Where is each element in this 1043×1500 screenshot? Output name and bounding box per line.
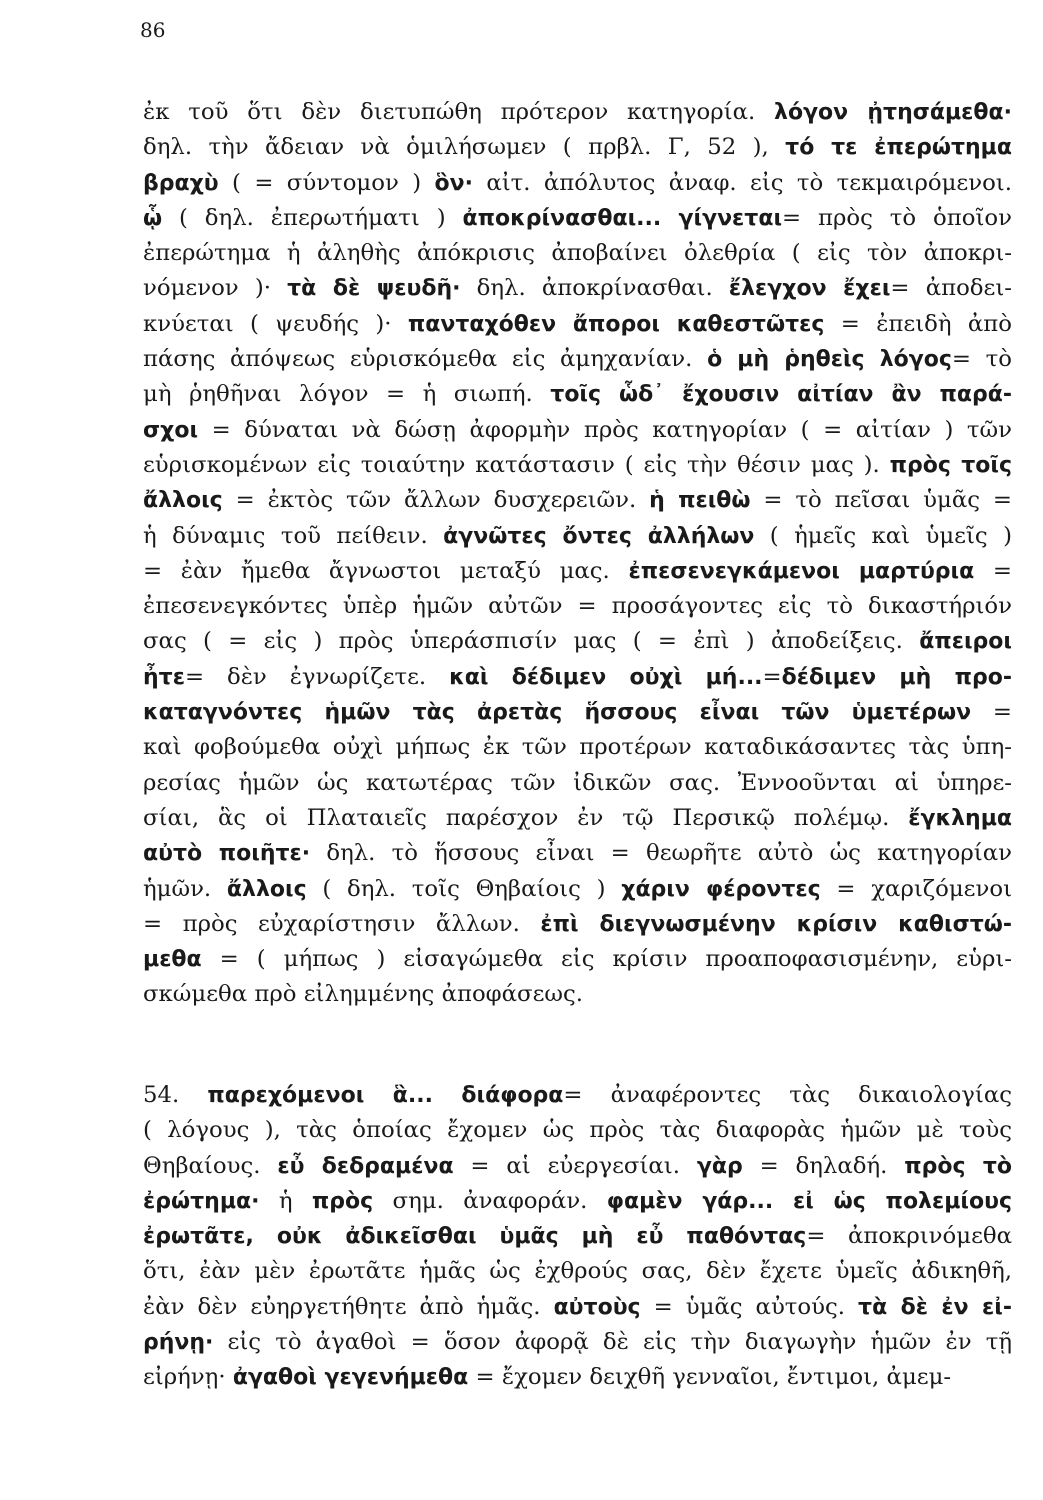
gloss-text: = ἐκτὸς τῶν ἄλλων δυσχερειῶν. [222, 487, 650, 514]
gloss-text: = τὸ πεῖσαι ὑμᾶς = [750, 487, 1012, 514]
gloss-text: πάσης ἀπόψεως εὑρισκόμεθα εἰς ἀμηχανίαν. [143, 346, 708, 373]
gloss-text: σας ( = εἰς ) πρὸς ὑπεράσπισίν μας ( = ἐπὶ ) ἀποδείξεις. [143, 628, 920, 655]
bold-lemma: τό τε ἐπερώτημα [785, 135, 1012, 161]
text-line [143, 413, 1012, 448]
bold-lemma: ἔλεγχον ἔχει [728, 276, 891, 302]
gloss-text: αἰτ. ἀπόλυτος ἀναφ. εἰς τὸ τεκμαιρόμενοι. [472, 169, 1012, 196]
page-number: 86 [140, 18, 166, 42]
gloss-text: δηλ. τὸ ἥσσους εἶναι = θεωρῆτε αὐτὸ ὡς κατηγορίαν [310, 840, 1012, 867]
gloss-text: 54. [143, 1082, 208, 1108]
text-line [143, 1254, 1012, 1289]
commentary-block-53 [143, 95, 1012, 1013]
gloss-text: ( δηλ. τοῖς Θηβαίοις ) [306, 875, 622, 902]
text-line [143, 236, 1012, 271]
text-line [143, 977, 1012, 1012]
gloss-text: ὅτι, ἐὰν μὲν ἐρωτᾶτε ἡμᾶς ὡς ἐχθρούς σας, δὲν ἔχετε ὑμεῖς ἀδικηθῆ, [143, 1258, 1012, 1285]
gloss-text: = ἔχομεν δειχθῆ γενναῖοι, ἔντιμοι, ἀμεμ- [468, 1364, 952, 1391]
gloss-text: εἰς τὸ ἀγαθοὶ = ὅσον ἀφορᾷ δὲ εἰς τὴν διαγωγὴν ἡμῶν ἐν τῇ [213, 1329, 1012, 1356]
text-line [143, 942, 1012, 977]
text-line [143, 589, 1012, 624]
text-line [143, 519, 1012, 554]
gloss-text: ἐκ τοῦ ὅτι δὲν διετυπώθη πρότερον κατηγορία. [143, 99, 775, 125]
bold-lemma: παρεχόμενοι ἃ... διάφορα [207, 1083, 564, 1108]
bold-lemma: ὃν· [434, 170, 473, 196]
bold-lemma: ἐπεσενεγκάμενοι μαρτύρια [628, 558, 975, 584]
text-line [143, 271, 1012, 306]
text-line [143, 448, 1012, 483]
gloss-text: ( δηλ. ἐπερωτήματι ) [162, 204, 463, 231]
gloss-text: δηλ. ἀποκρίνασθαι. [460, 275, 729, 302]
bold-lemma: μεθα [143, 947, 202, 973]
gloss-text: δηλ. τὴν ἄδειαν νὰ ὁμιλήσωμεν ( πρβλ. Γ, 52 ), [143, 134, 786, 161]
text-line [143, 201, 1012, 236]
bold-lemma: τοῖς ὧδ᾽ ἔχουσιν αἰτίαν ἂν παρά- [550, 382, 1012, 408]
bold-lemma: ὁ μὴ ῥηθεὶς λόγος [707, 347, 952, 373]
commentary-block-54 [143, 1078, 1012, 1396]
gloss-text: ( λόγους ), τὰς ὁποίας ἔχομεν ὡς πρὸς τὰς διαφορὰς ἡμῶν μὲ τοὺς [143, 1117, 1012, 1144]
text-line [143, 1290, 1012, 1325]
text-line [143, 1113, 1012, 1148]
text-line [143, 1184, 1012, 1219]
text-line [143, 872, 1012, 907]
bold-lemma: ἄλλοις [143, 488, 223, 514]
gloss-text: κνύεται ( ψευδής )· [143, 310, 408, 337]
text-line [143, 1325, 1012, 1360]
text-line [143, 660, 1012, 695]
bold-lemma: ἄπειροι [919, 629, 1012, 655]
bold-lemma: αὐτοὺς [553, 1294, 641, 1320]
bold-lemma: χάριν φέροντες [621, 876, 821, 902]
gloss-text: ( ἡμεῖς καὶ ὑμεῖς ) [754, 522, 1012, 549]
bold-lemma: φαμὲν γάρ... εἰ ὡς πολεμίους [606, 1188, 1012, 1214]
gloss-text: = [974, 557, 1012, 584]
gloss-text: = ἀναφέροντες τὰς δικαιολογίας [563, 1082, 1012, 1108]
bold-lemma: δέδιμεν μὴ προ- [781, 664, 1013, 690]
text-line [143, 554, 1012, 589]
bold-lemma: σχοι [143, 417, 199, 443]
gloss-text: ρεσίας ἡμῶν ὡς κατωτέρας τῶν ἰδικῶν σας. Ἐννοοῦνται αἱ ὑπηρε- [143, 769, 1012, 796]
gloss-text: = δὲν ἐγνωρίζετε. [184, 663, 450, 690]
gloss-text: = ὑμᾶς αὐτούς. [640, 1293, 859, 1320]
gloss-text: = ( μήπως ) εἰσαγώμεθα εἰς κρίσιν προαποφασισμένην, εὑρι- [201, 946, 1012, 973]
text-line [143, 483, 1012, 518]
bold-lemma: ἦτε [143, 664, 185, 690]
text-line [143, 836, 1012, 871]
bold-lemma: πανταχόθεν ἄποροι καθεστῶτες [407, 311, 825, 337]
bold-lemma: γὰρ [696, 1153, 743, 1179]
gloss-text: μὴ ῥηθῆναι λόγον = ἡ σιωπή. [143, 381, 551, 408]
bold-lemma: ρήνῃ· [143, 1330, 214, 1356]
bold-lemma: αὐτὸ ποιῆτε· [143, 841, 311, 867]
gloss-text: = ἐὰν ἤμεθα ἄγνωστοι μεταξύ μας. [143, 557, 629, 584]
gloss-text: = δύναται νὰ δώσῃ ἀφορμὴν πρὸς κατηγορίαν ( = αἰτίαν ) τῶν [198, 416, 1012, 443]
bold-lemma: πρὸς [311, 1188, 374, 1214]
gloss-text: ἐὰν δὲν εὐηργετήθητε ἀπὸ ἡμᾶς. [143, 1293, 554, 1320]
text-line [143, 730, 1012, 765]
gloss-text: = πρὸς τὸ ὁποῖον [782, 204, 1012, 231]
text-line [143, 1149, 1012, 1184]
bold-lemma: τὰ δὲ ψευδῆ· [287, 276, 461, 302]
bold-lemma: βραχὺ [143, 170, 219, 196]
gloss-text: ἡ [259, 1187, 312, 1214]
gloss-text: = ἀποκρινόμεθα [806, 1223, 1012, 1250]
text-line [143, 377, 1012, 412]
gloss-text: ἐπεσενεγκόντες ὑπὲρ ἡμῶν αὐτῶν = προσάγοντες εἰς τὸ δικαστήριόν [143, 593, 1012, 620]
bold-lemma: πρὸς τοῖς [889, 452, 1012, 478]
gloss-text: = [762, 663, 782, 690]
bold-lemma: ᾧ [143, 205, 163, 231]
text-line [143, 307, 1012, 342]
gloss-text: καὶ φοβούμεθα οὐχὶ μήπως ἐκ τῶν προτέρων καταδικάσαντες τὰς ὑπη- [143, 734, 1012, 761]
gloss-text: εὑρισκομένων εἰς τοιαύτην κατάστασιν ( εἰς τὴν θέσιν μας ). [143, 451, 890, 478]
gloss-text: ( = σύντομον ) [218, 169, 435, 196]
gloss-text: ἡ δύναμις τοῦ πείθειν. [143, 522, 444, 549]
gloss-text: = ἀποδει- [890, 275, 1012, 302]
bold-lemma: ἀγνῶτες ὄντες ἀλλήλων [443, 523, 755, 549]
gloss-text: = δηλαδή. [742, 1152, 905, 1179]
text-line [143, 166, 1012, 201]
text-line [143, 130, 1012, 165]
bold-lemma: ἐρώτημα· [143, 1188, 260, 1214]
gloss-text: = αἱ εὐεργεσίαι. [453, 1152, 697, 1179]
bold-lemma: ἀγαθοὶ γεγενήμεθα [232, 1365, 469, 1391]
bold-lemma: εὖ δεδραμένα [277, 1153, 454, 1179]
text-line [143, 624, 1012, 659]
text-line [143, 1219, 1012, 1254]
gloss-text: = πρὸς εὐχαρίστησιν ἄλλων. [143, 910, 541, 937]
bold-lemma: ἔγκλημα [908, 805, 1012, 831]
gloss-text: = [971, 699, 1012, 726]
bold-lemma: τὰ δὲ ἐν εἰ- [858, 1294, 1012, 1320]
text-line [143, 1078, 1012, 1113]
bold-lemma: καὶ δέδιμεν οὐχὶ μή... [449, 664, 763, 690]
gloss-text: ἡμῶν. [143, 875, 227, 902]
gloss-text: Θηβαίους. [143, 1152, 278, 1179]
text-line [143, 95, 1012, 130]
gloss-text: = χαριζόμενοι [820, 875, 1013, 902]
text-line [143, 1360, 1012, 1395]
gloss-text: σίαι, ἃς οἱ Πλαταιεῖς παρέσχον ἐν τῷ Περσικῷ πολέμῳ. [143, 804, 909, 831]
bold-lemma: ἀποκρίνασθαι... γίγνεται [462, 205, 783, 231]
gloss-text: σημ. ἀναφοράν. [373, 1187, 607, 1214]
text-line [143, 695, 1012, 730]
text-line [143, 766, 1012, 801]
bold-lemma: πρὸς τὸ [904, 1153, 1012, 1179]
bold-lemma: ἄλλοις [226, 876, 307, 902]
bold-lemma: ἐπὶ διεγνωσμένην κρίσιν καθιστώ- [540, 911, 1013, 937]
bold-lemma: ἡ πειθὼ [649, 488, 751, 514]
bold-lemma: λόγον ᾐτησάμεθα· [774, 100, 1012, 125]
text-line [143, 801, 1012, 836]
gloss-text: = τὸ [951, 346, 1012, 373]
text-line [143, 907, 1012, 942]
gloss-text: νόμενον )· [143, 275, 288, 302]
bold-lemma: ἐρωτᾶτε, οὐκ ἀδικεῖσθαι ὑμᾶς μὴ εὖ παθόντας [143, 1224, 807, 1250]
gloss-text: εἰρήνῃ· [143, 1364, 233, 1391]
text-line [143, 342, 1012, 377]
bold-lemma: καταγνόντες ἡμῶν τὰς ἀρετὰς ἥσσους εἶναι τῶν ὑμετέρων [143, 700, 972, 726]
gloss-text: σκώμεθα πρὸ εἰλημμένης ἀποφάσεως. [143, 981, 584, 1008]
gloss-text: ἐπερώτημα ἡ ἀληθὴς ἀπόκρισις ἀποβαίνει ὀλεθρία ( εἰς τὸν ἀποκρι- [143, 240, 1012, 267]
gloss-text: = ἐπειδὴ ἀπὸ [824, 310, 1012, 337]
